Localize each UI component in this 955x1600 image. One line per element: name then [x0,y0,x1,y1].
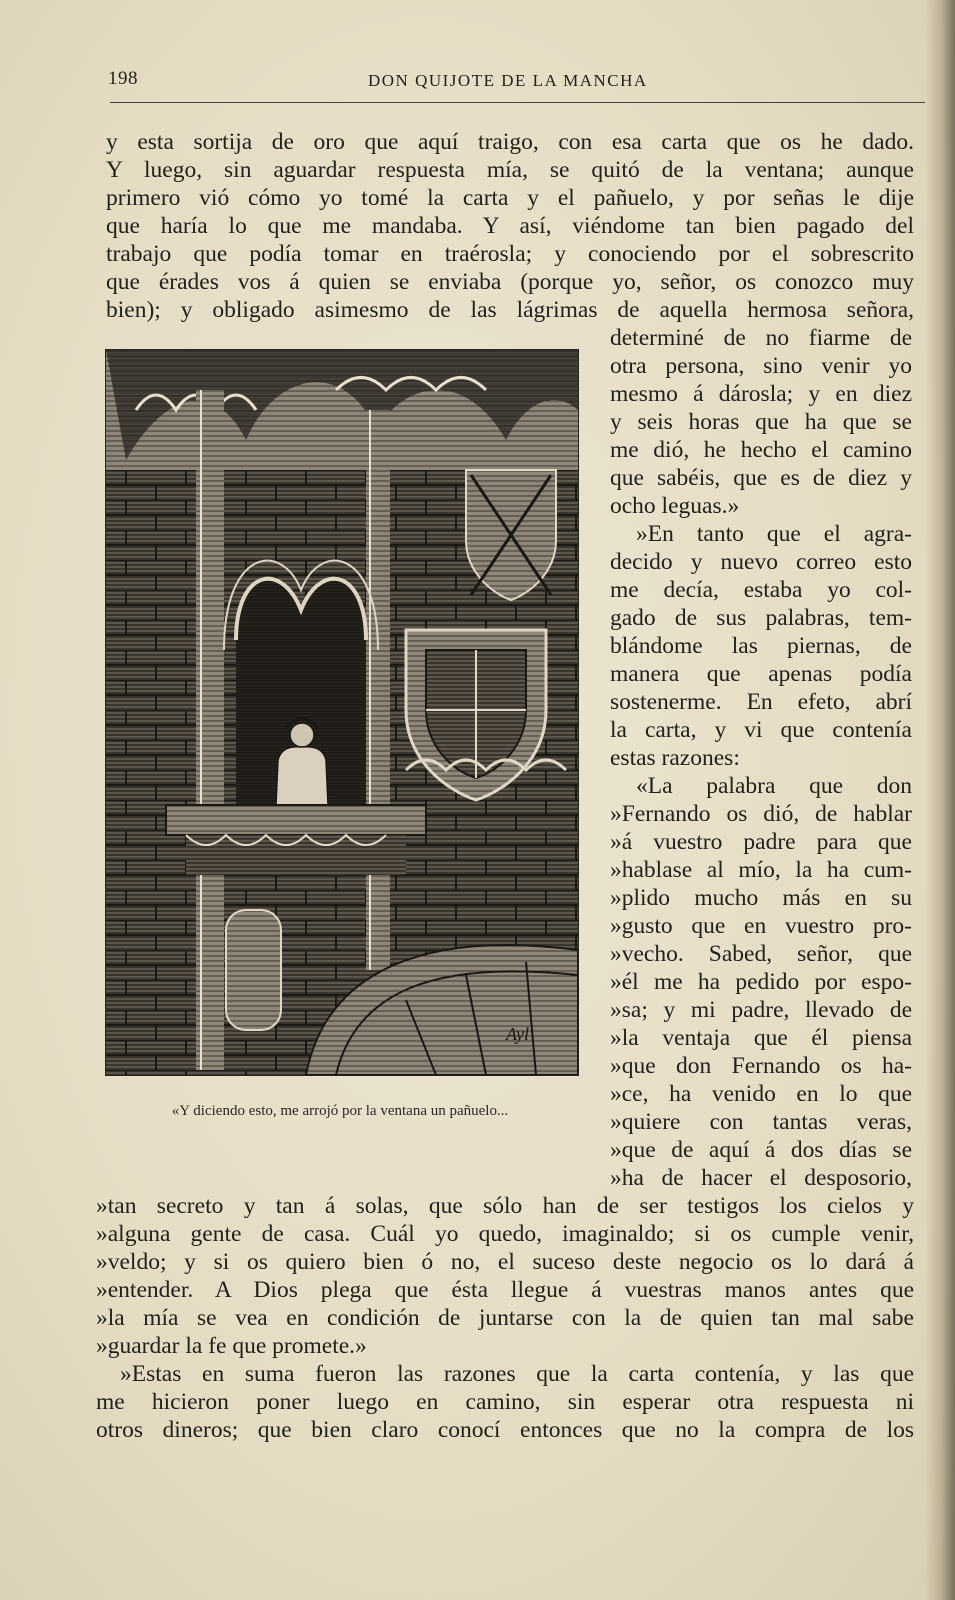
text-line: que érades vos á quien se enviaba (porque yo, señor, os conozco muy [106,269,914,295]
text-line: »veldo; y si os quiero bien ó no, el suceso deste negocio os lo dará á [96,1249,914,1275]
text-line: »plido mucho más en su [610,885,912,911]
text-line: mesmo á dárosla; y en diez [610,381,912,407]
text-line: »la ventaja que él piensa [610,1025,912,1051]
page-number: 198 [108,68,138,89]
text-line: que sabéis, que es de diez y [610,465,912,491]
text-line: »vecho. Sabed, señor, que [610,941,912,967]
text-line: »que de aquí á dos días se [610,1137,912,1163]
page-header [108,68,928,96]
text-line: Y luego, sin aguardar respuesta mía, se quitó de la ventana; aunque [106,157,914,183]
text-line: trabajo que podía tomar en traérosla; y conociendo por el sobrescrito [106,241,914,267]
text-line: otra persona, sino venir yo [610,353,912,379]
text-line: la carta, y vi que contenía [610,717,912,743]
text-line: primero vió cómo yo tomé la carta y el pañuelo, y por señas le dije [106,185,914,211]
text-line: »la mía se vea en condición de juntarse con la de quien tan mal sabe [96,1305,914,1331]
text-line: decido y nuevo correo esto [610,549,912,575]
text-line: estas razones: [610,745,740,771]
header-rule [110,102,925,103]
text-line: »alguna gente de casa. Cuál yo quedo, imaginaldo; si os cumple venir, [96,1221,914,1247]
page-gutter-shadow [925,0,955,1600]
text-line: »Fernando os dió, de hablar [610,801,912,827]
text-line: »ha de hacer el desposorio, [610,1165,912,1191]
text-line: »él me ha pedido por espo- [610,969,912,995]
text-line: »á vuestro padre para que [610,829,912,855]
text-line: »que don Fernando os ha- [610,1053,912,1079]
text-line: »quiere con tantas veras, [610,1109,912,1135]
text-line: »tan secreto y tan á solas, que sólo han de ser testigos los cielos y [96,1193,914,1219]
text-line: que haría lo que me mandaba. Y así, viéndome tan bien pagado del [106,213,914,239]
text-line: »gusto que en vuestro pro- [610,913,912,939]
text-line: sostenerme. En efeto, abrí [610,689,912,715]
text-line: gado de sus palabras, tem- [610,605,912,631]
text-line: »guardar la fe que promete.» [96,1333,367,1359]
text-line: «La palabra que don [636,773,912,799]
text-line: »hablase al mío, la ha cum- [610,857,912,883]
text-line: »ce, ha venido en lo que [610,1081,912,1107]
text-line: y seis horas que ha que se [610,409,912,435]
text-line: otros dineros; que bien claro conocí entonces que no la compra de los [96,1417,914,1443]
running-title: DON QUIJOTE DE LA MANCHA [368,71,648,90]
text-line: »entender. A Dios plega que ésta llegue á vuestras manos antes que [96,1277,914,1303]
engraving-drawing [106,350,578,1075]
text-line: bien); y obligado asimesmo de las lágrimas de aquella hermosa señora, [106,297,914,323]
text-line: y esta sortija de oro que aquí traigo, con esa carta que os he dado. [106,129,914,155]
artist-signature: Ayl [506,1024,529,1044]
text-line: blándome las piernas, de [610,633,912,659]
text-line: me decía, estaba yo col- [610,577,912,603]
illustration-caption: «Y diciendo esto, me arrojó por la ventana un pañuelo... [171,1103,509,1119]
text-line: »En tanto que el agra- [636,521,912,547]
text-line: manera que apenas podía [610,661,912,687]
text-line: me hicieron poner luego en camino, sin esperar otra respuesta ni [96,1389,914,1415]
text-line: »sa; y mi padre, llevado de [610,997,912,1023]
text-line: »Estas en suma fueron las razones que la carta contenía, y las que [120,1361,914,1387]
text-line: ocho leguas.» [610,493,740,519]
text-line: me dió, he hecho el camino [610,437,912,463]
text-line: determiné de no fiarme de [610,325,912,351]
engraving-illustration [105,349,579,1076]
